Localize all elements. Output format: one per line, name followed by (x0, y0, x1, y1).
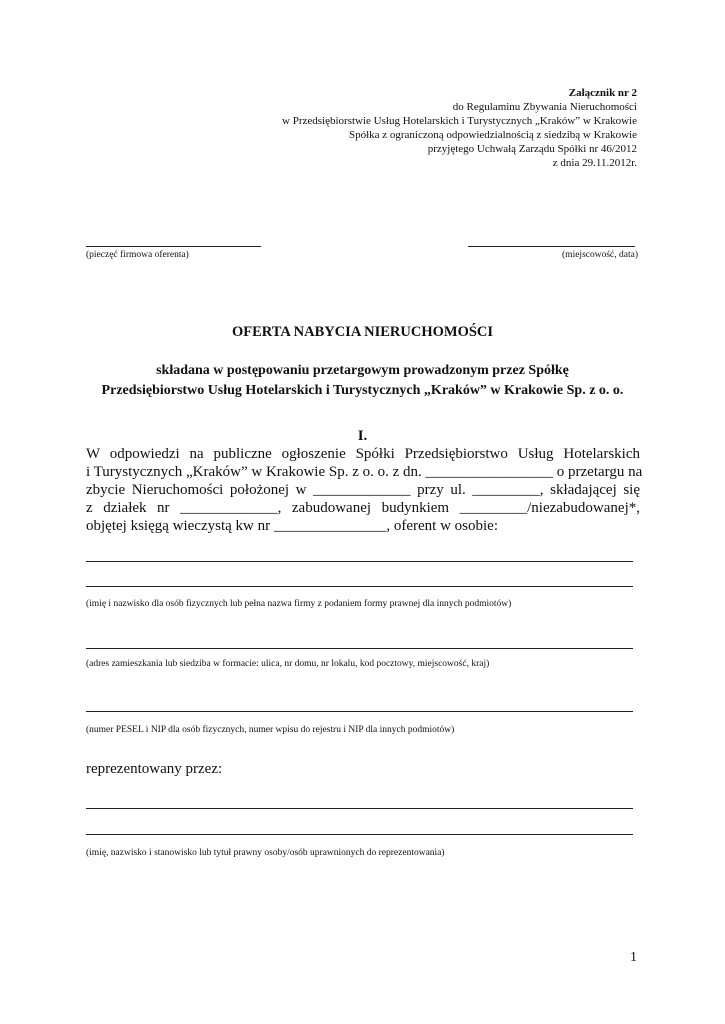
header-line: przyjętego Uchwałą Zarządu Spółki nr 46/2012 (427, 143, 637, 155)
section-number: I. (357, 428, 368, 444)
address-caption: (adres zamieszkania lub siedziba w formacie: ulica, nr domu, nr lokalu, kod pocztowy, miejscowość, kraj) (86, 659, 490, 669)
page-number: 1 (630, 950, 637, 965)
stamp-label: (pieczęć firmowa oferenta) (86, 250, 189, 260)
attachment-title: Załącznik nr 2 (568, 87, 637, 99)
representative-field-line[interactable] (86, 808, 633, 809)
subtitle-line: Przedsiębiorstwo Usług Hotelarskich i Turystycznych „Kraków” w Krakowie Sp. z o. o. (101, 383, 624, 398)
header-line: do Regulaminu Zbywania Nieruchomości (452, 101, 637, 113)
name-caption: (imię i nazwisko dla osób fizycznych lub pełna nazwa firmy z podaniem formy prawnej dla innych podmiotów) (86, 599, 512, 609)
paragraph-line: objętej księgą wieczystą kw nr _______________, oferent w osobie: (86, 518, 498, 534)
representative-field-line[interactable] (86, 834, 633, 835)
address-field-line[interactable] (86, 648, 633, 649)
place-date-line (468, 246, 635, 247)
paragraph-line: z działek nr _____________, zabudowanej budynkiem _________/niezabudowanej*, (86, 500, 640, 516)
representative-caption: (imię, nazwisko i stanowisko lub tytuł prawny osoby/osób uprawnionych do reprezentowania) (86, 848, 445, 858)
stamp-line (86, 246, 261, 247)
ids-caption: (numer PESEL i NIP dla osób fizycznych, numer wpisu do rejestru i NIP dla innych podmiotów) (86, 725, 455, 735)
offer-paragraph (86, 445, 643, 535)
represented-by-label: reprezentowany przez: (86, 761, 223, 777)
paragraph-line: i Turystycznych „Kraków” w Krakowie Sp. z o. o. z dn. _________________ o przetargu na (86, 464, 643, 480)
header-line: w Przedsiębiorstwie Usług Hotelarskich i Turystycznych „Kraków” w Krakowie (282, 115, 637, 127)
name-field-line[interactable] (86, 561, 633, 562)
paragraph-line: zbycie Nieruchomości położonej w _____________ przy ul. _________, składającej się (86, 482, 640, 498)
subtitle-line: składana w postępowaniu przetargowym prowadzonym przez Spółkę (156, 363, 569, 378)
place-date-label: (miejscowość, data) (562, 250, 638, 260)
name-field-line[interactable] (86, 586, 633, 587)
document-title: OFERTA NABYCIA NIERUCHOMOŚCI (231, 324, 494, 340)
header-line: z dnia 29.11.2012r. (552, 157, 637, 169)
header-line: Spółka z ograniczoną odpowiedzialnością z siedzibą w Krakowie (348, 129, 637, 141)
paragraph-line: W odpowiedzi na publiczne ogłoszenie Spółki Przedsiębiorstwo Usług Hotelarskich (86, 446, 640, 462)
ids-field-line[interactable] (86, 711, 633, 712)
